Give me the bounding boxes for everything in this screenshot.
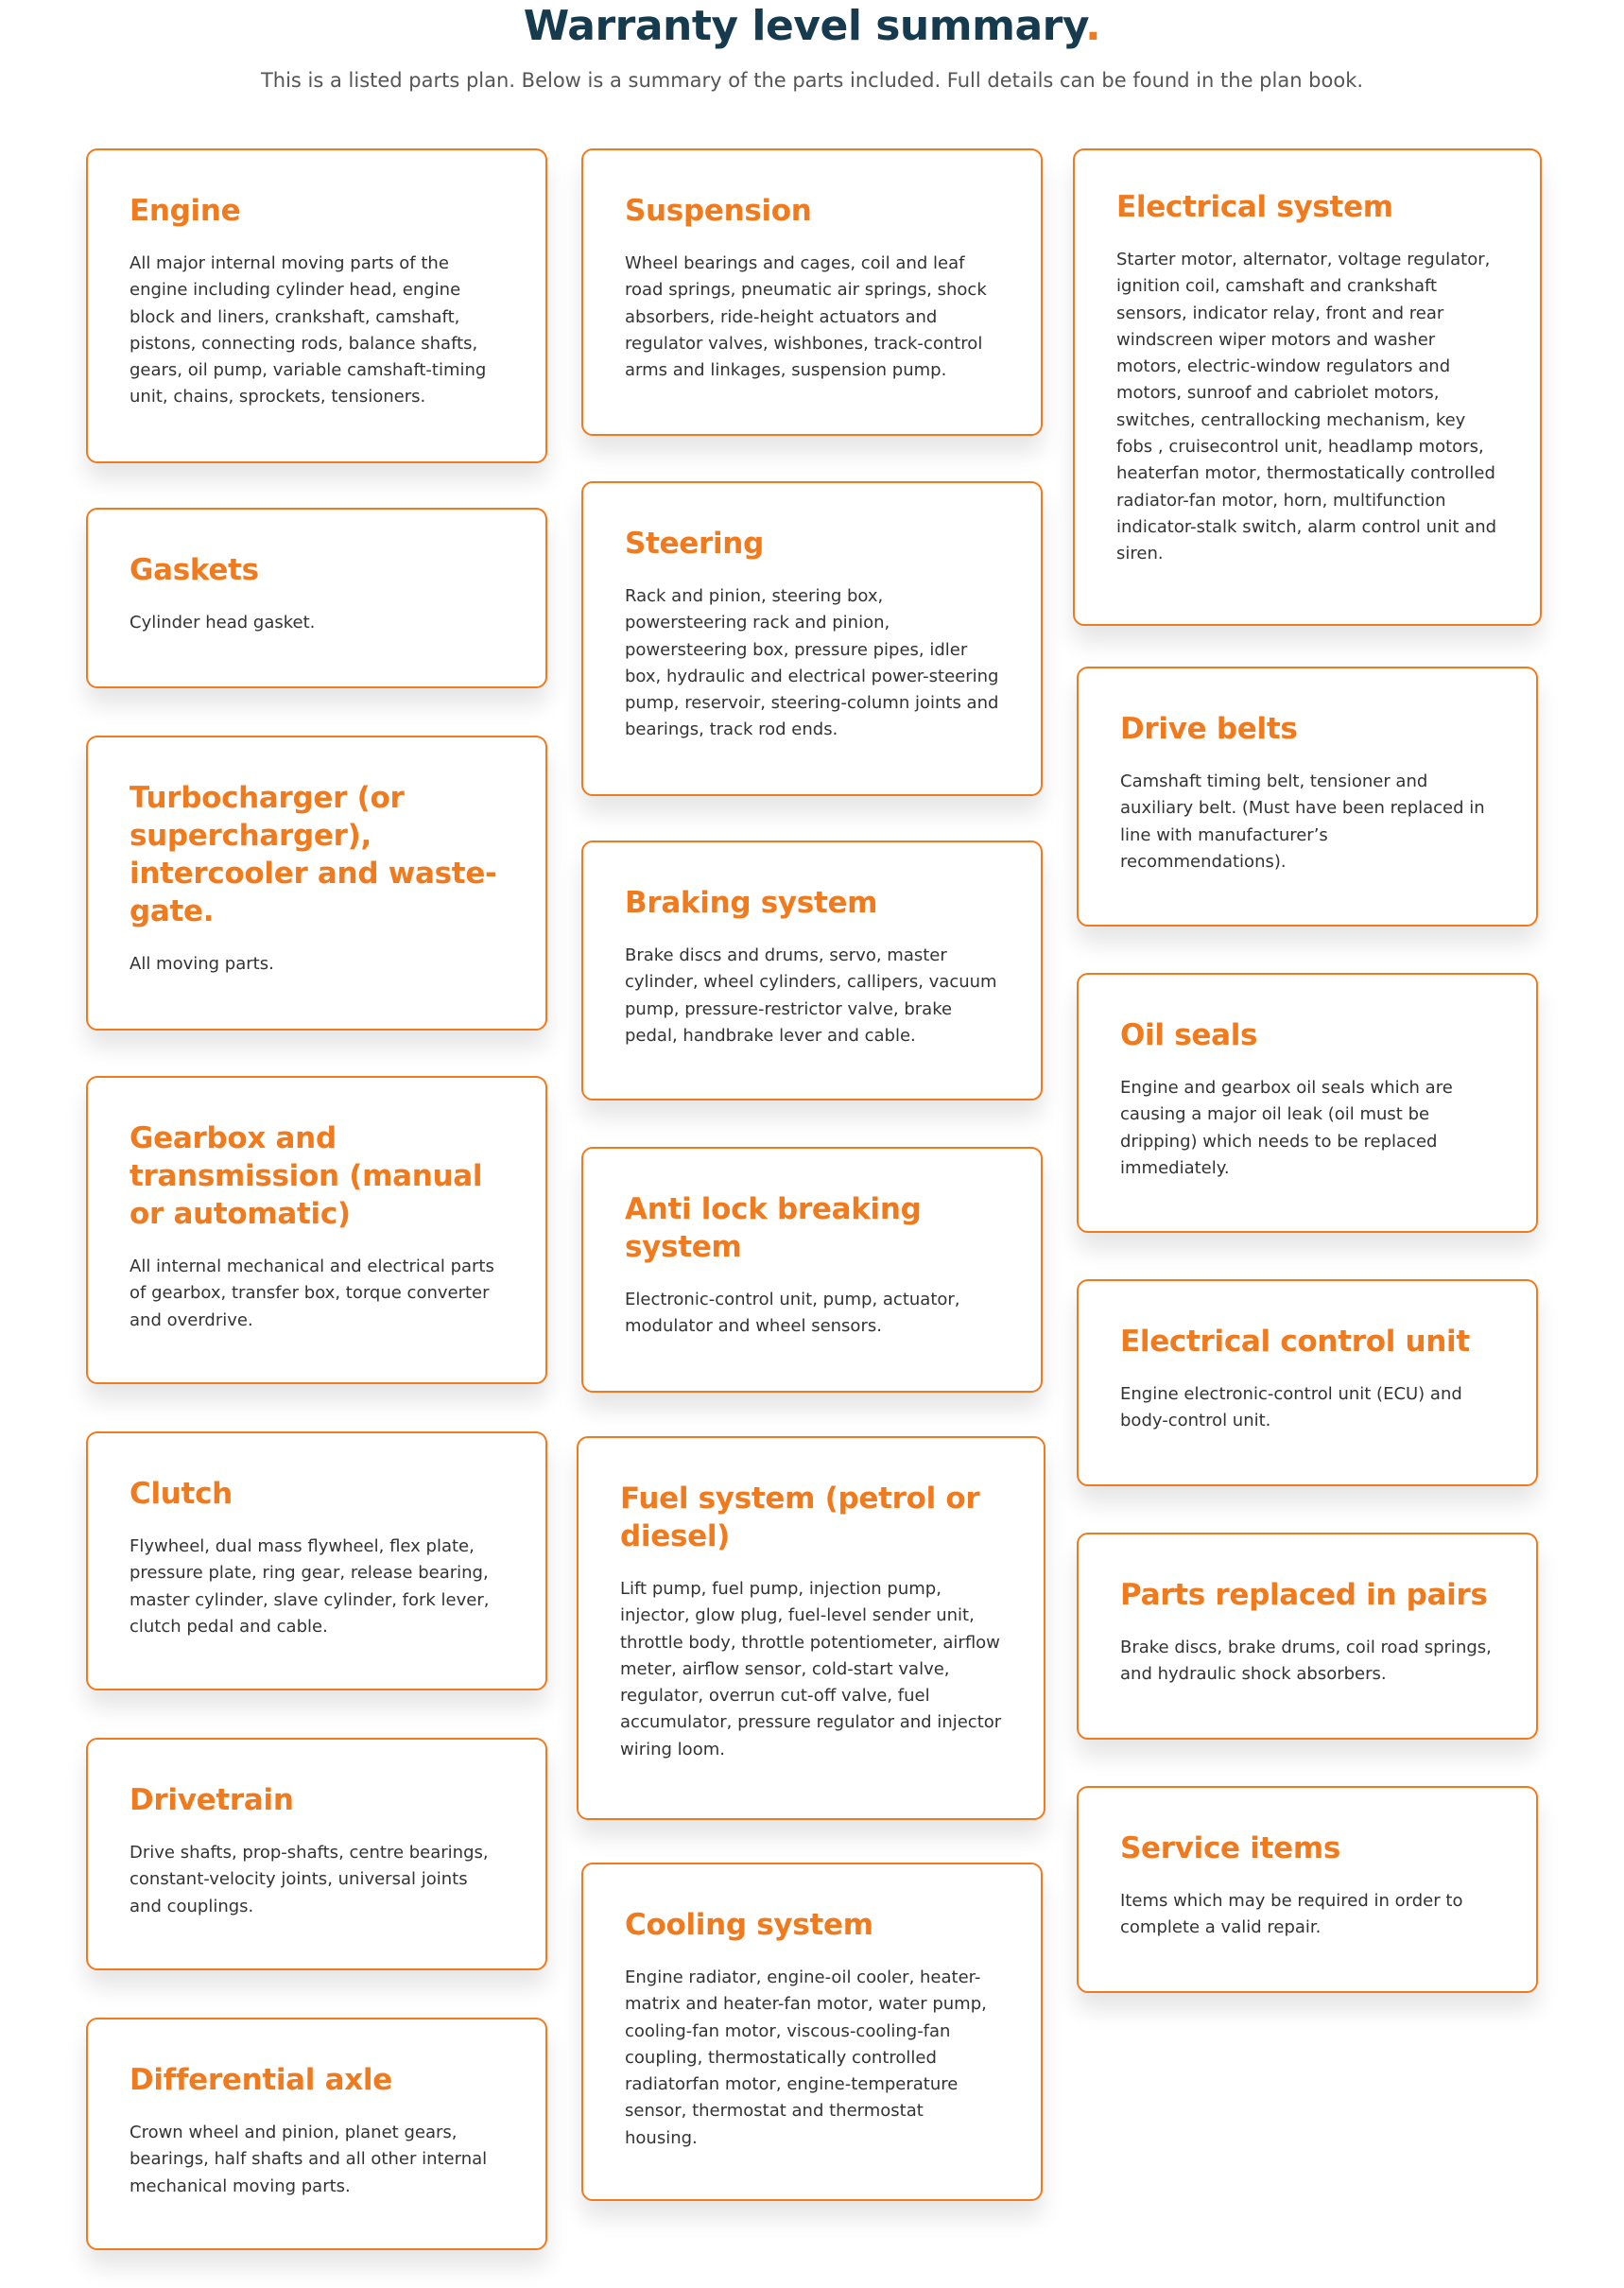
card-title: Drive belts <box>1120 712 1298 746</box>
card-body: Cylinder head gasket. <box>130 613 316 633</box>
card-electrical-control-unit <box>1077 1279 1538 1486</box>
card-body: Engine electronic-control unit (ECU) and body-control unit. <box>1120 1384 1462 1431</box>
card-parts-replaced-in-pairs <box>1077 1533 1538 1740</box>
card-body: All moving parts. <box>130 954 274 974</box>
card-body: Starter motor, alternator, voltage regulator, ignition coil, camshaft and crankshaft sensors, indicator relay, front and rear windscreen wiper motors and washer motors, electric-window regulators and motors, sunroof and cabriolet motors, switches, centrallocking mechanism, key fobs , cruisecontrol unit, headlamp motors, heaterfan motor, thermostatically controlled radiator-fan motor, horn, multifunction indicator-stalk switch, alarm control unit and siren. <box>1116 250 1497 564</box>
card-drivetrain <box>86 1738 547 1970</box>
card-service-items <box>1077 1786 1538 1993</box>
card-title: Differential axle <box>130 2063 392 2097</box>
card-title: Fuel system (petrol or diesel) <box>620 1482 980 1553</box>
card-body: Drive shafts, prop-shafts, centre bearings, constant-velocity joints, universal joints and couplings. <box>130 1843 489 1916</box>
card-engine <box>86 148 547 463</box>
card-body: Engine radiator, engine-oil cooler, heater-matrix and heater-fan motor, water pump, cooling-fan motor, viscous-cooling-fan coupling, thermostatically controlled radiatorfan motor, engine-temperature sensor, thermostat and thermostat housing. <box>625 1967 987 2148</box>
card-title: Gaskets <box>130 553 259 587</box>
card-gaskets <box>86 508 547 688</box>
card-oil-seals <box>1077 973 1538 1233</box>
card-gearbox <box>86 1076 547 1384</box>
card-title: Anti lock breaking system <box>625 1192 922 1264</box>
title-accent-dot: . <box>1084 2 1101 50</box>
card-anti-lock-braking <box>581 1147 1043 1393</box>
card-differential-axle <box>86 2018 547 2250</box>
card-body: Flywheel, dual mass flywheel, flex plate, pressure plate, ring gear, release bearing, master cylinder, slave cylinder, fork lever, clutch pedal and cable. <box>130 1536 490 1637</box>
card-title: Clutch <box>130 1477 233 1511</box>
card-title: Parts replaced in pairs <box>1120 1578 1488 1612</box>
card-turbocharger <box>86 736 547 1031</box>
card-steering <box>581 481 1043 796</box>
card-suspension <box>581 148 1043 436</box>
card-body: Brake discs, brake drums, coil road springs, and hydraulic shock absorbers. <box>1120 1638 1492 1685</box>
card-body: All internal mechanical and electrical parts of gearbox, transfer box, torque converter and overdrive. <box>130 1257 494 1330</box>
page-title: Warranty level summary. <box>523 2 1101 50</box>
card-title: Braking system <box>625 886 878 920</box>
card-body: Electronic-control unit, pump, actuator, modulator and wheel sensors. <box>625 1290 960 1337</box>
card-title: Drivetrain <box>130 1783 294 1817</box>
card-body: Camshaft timing belt, tensioner and auxiliary belt. (Must have been replaced in line with manufacturer’s recommendations). <box>1120 771 1485 872</box>
card-body: Rack and pinion, steering box, powersteering rack and pinion, powersteering box, pressure pipes, idler box, hydraulic and electrical power-steering pump, reservoir, steering-column joints and bearings, track rod ends. <box>625 586 999 740</box>
card-title: Service items <box>1120 1831 1340 1865</box>
card-fuel-system <box>577 1436 1045 1820</box>
card-body: Brake discs and drums, servo, master cylinder, wheel cylinders, callipers, vacuum pump, pressure-restrictor valve, brake pedal, handbrake lever and cable. <box>625 945 997 1046</box>
card-body: Items which may be required in order to complete a valid repair. <box>1120 1891 1463 1938</box>
card-body: Crown wheel and pinion, planet gears, bearings, half shafts and all other internal mechanical moving parts. <box>130 2123 488 2196</box>
card-title: Cooling system <box>625 1908 873 1942</box>
card-title: Oil seals <box>1120 1018 1258 1052</box>
card-title: Steering <box>625 527 764 561</box>
card-title: Electrical control unit <box>1120 1325 1470 1359</box>
card-braking-system <box>581 841 1043 1101</box>
card-title: Turbocharger (or supercharger), intercooler and waste-gate. <box>130 781 497 928</box>
card-body: Engine and gearbox oil seals which are causing a major oil leak (oil must be dripping) which needs to be replaced immediately. <box>1120 1078 1453 1178</box>
card-title: Gearbox and transmission (manual or automatic) <box>130 1121 483 1231</box>
intro-text: This is a listed parts plan. Below is a summary of the parts included. Full details can be found in the plan book. <box>260 69 1364 92</box>
card-clutch <box>86 1431 547 1690</box>
card-electrical-system <box>1073 148 1542 626</box>
card-title: Suspension <box>625 194 812 228</box>
card-drive-belts <box>1077 667 1538 927</box>
card-body: Lift pump, fuel pump, injection pump, injector, glow plug, fuel-level sender unit, throttle body, throttle potentiometer, airflow meter, airflow sensor, cold-start valve, regulator, overrun cut-off valve, fuel accumulator, pressure regulator and injector wiring loom. <box>620 1579 1002 1759</box>
card-body: All major internal moving parts of the engine including cylinder head, engine block and liners, crankshaft, camshaft, pistons, connecting rods, balance shafts, gears, oil pump, variable camshaft-timing unit, chains, sprockets, tensioners. <box>130 253 487 407</box>
card-cooling-system <box>581 1863 1043 2201</box>
card-title: Engine <box>130 194 241 228</box>
card-body: Wheel bearings and cages, coil and leaf road springs, pneumatic air springs, shock absorbers, ride-height actuators and regulator valves, wishbones, track-control arms and linkages, suspension pump. <box>625 253 987 381</box>
card-title: Electrical system <box>1116 190 1393 224</box>
